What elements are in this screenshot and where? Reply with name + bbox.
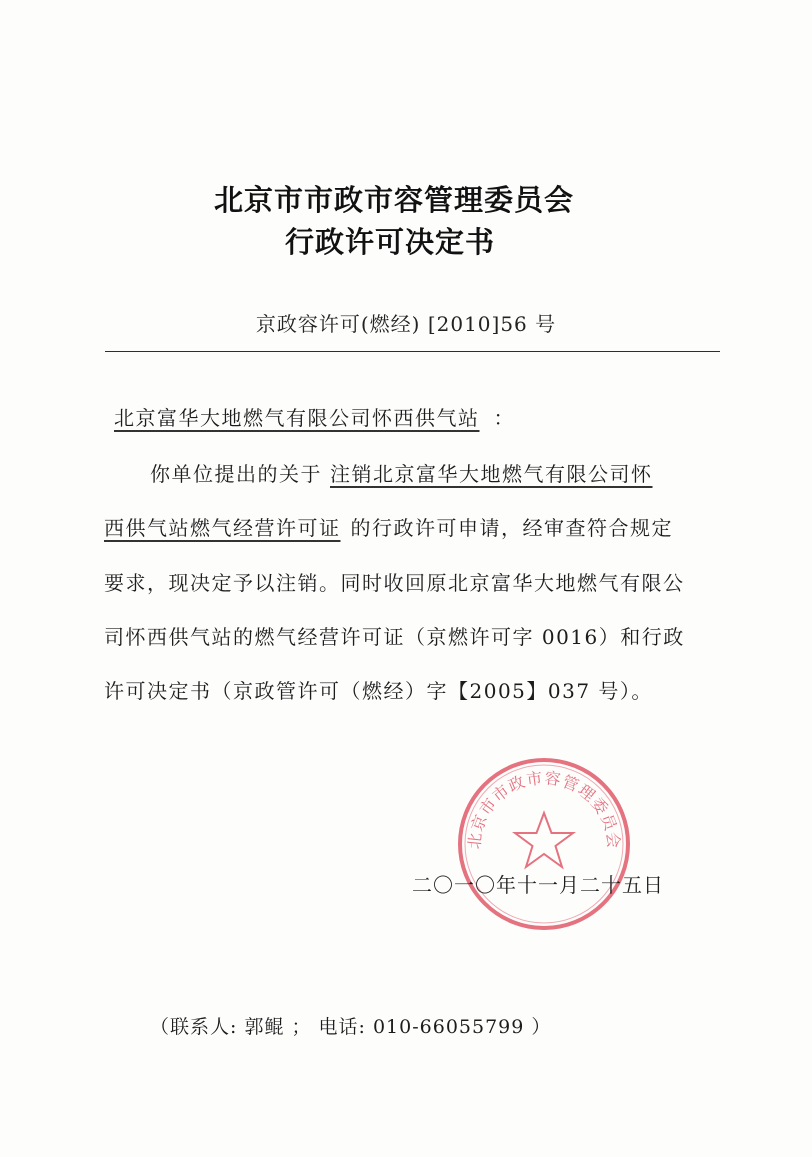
issuer-title: 北京市市政市容管理委员会 [213,183,574,217]
contact-info: （联系人: 郭鲲 ； 电话: 010-66055799 ） [150,1016,552,1038]
issue-date: 二〇一〇年十一月二十五日 [412,873,664,897]
addressee-suffix: ： [493,406,515,430]
body-paragraph-line-5: 许可决定书（京政管许可（燃经）字【2005】037 号）。 [104,679,653,703]
body-paragraph-line-1 [150,458,653,487]
header-divider [105,351,720,352]
line2-rest: 的行政许可申请，经审查符合规定 [350,516,673,540]
document-type-title: 行政许可决定书 [284,225,495,259]
line1-prefix: 你单位提出的关于 [150,462,322,486]
addressee: 北京富华大地燃气有限公司怀西供气站 [114,406,480,430]
body-paragraph-line-2 [104,512,673,541]
official-seal [455,755,633,933]
body-paragraph-line-4: 司怀西供气站的燃气经营许可证（京燃许可字 0016）和行政 [104,625,685,649]
line2-underlined: 西供气站燃气经营许可证 [104,516,341,540]
line1-underlined: 注销北京富华大地燃气有限公司怀 [330,462,653,486]
body-paragraph-line-3: 要求，现决定予以注销。同时收回原北京富华大地燃气有限公 [104,571,685,595]
seal-star-icon [515,813,573,867]
document-number: 京政容许可(燃经) [2010]56 号 [255,312,557,336]
seal-text: 北京市市政市容管理委员会 [464,768,624,850]
addressee-line [114,402,515,431]
